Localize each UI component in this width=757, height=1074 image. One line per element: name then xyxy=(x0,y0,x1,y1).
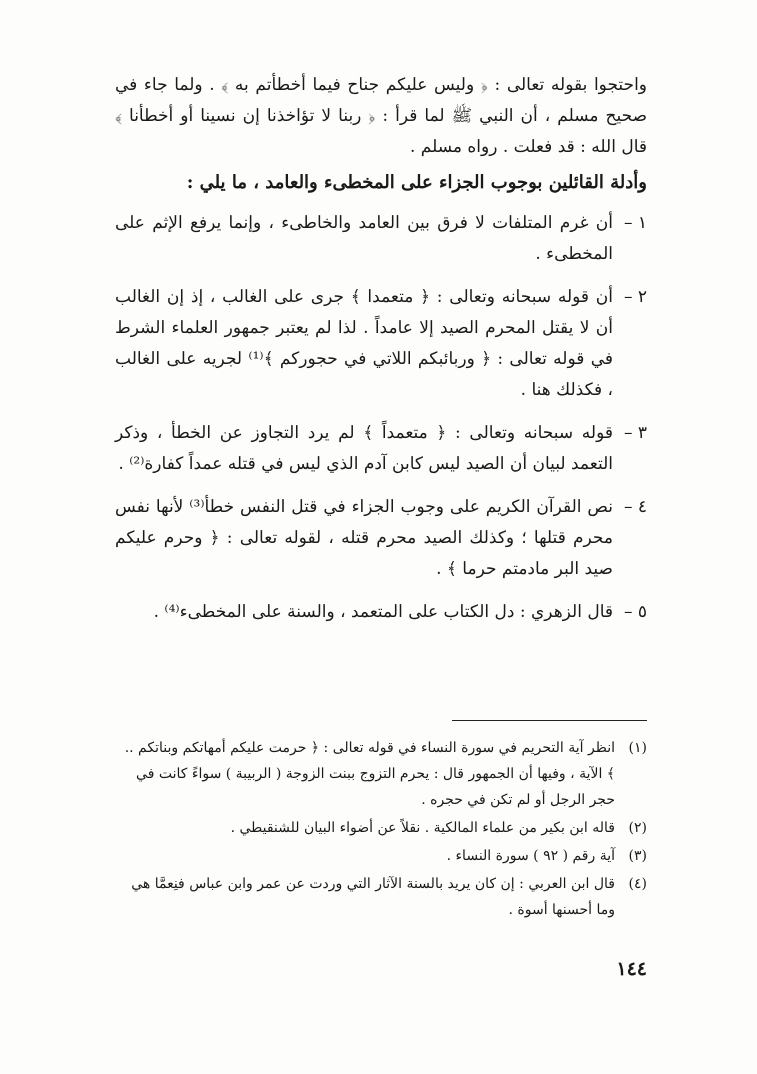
item-number: ٢ – xyxy=(623,287,647,307)
item-number: ٣ – xyxy=(623,423,647,443)
footnote xyxy=(115,843,647,869)
item-number: ٥ – xyxy=(623,602,647,622)
item-text: أن غرم المتلفات لا فرق بين العامد والخاطىء ، وإنما يرفع الإثم على المخطىء . xyxy=(115,213,613,264)
page-number: ١٤٤ xyxy=(616,958,647,980)
footnote-divider xyxy=(452,720,647,721)
item-text: أن قوله سبحانه وتعالى : ﴿ متعمدا ﴾ جرى على الغالب ، إذ إن الغالب أن لا يقتل المحرم الصيد إلا عامداً . لذا لم يعتبر جمهور العلماء الشرط في قوله تعالى : ﴿ وربائبكم اللاتي في حجوركم ﴾⁽¹⁾ لجريه على الغالب ، فكذلك هنا . xyxy=(115,287,613,400)
item-text: قوله سبحانه وتعالى : ﴿ متعمداً ﴾ لم يرد التجاوز عن الخطأ ، وذكر التعمد لبيان أن الصيد ليس كابن آدم الذي ليس في قتله عمداً كفارة⁽²⁾ . xyxy=(115,423,613,474)
footnotes xyxy=(115,735,647,925)
section-heading: وأدلة القائلين بوجوب الجزاء على المخطىء والعامد ، ما يلي : xyxy=(186,172,647,193)
item-number: ١ – xyxy=(623,213,647,233)
footnote-number: (٣) xyxy=(628,848,647,864)
item-text: قال الزهري : دل الكتاب على المتعمد ، والسنة على المخطىء⁽⁴⁾ . xyxy=(153,602,613,622)
list-item xyxy=(115,597,647,628)
intro-paragraph: واحتجوا بقوله تعالى : ﴿ وليس عليكم جناح فيما أخطأتم به ﴾ . ولما جاء في صحيح مسلم ، أن النبي ﷺ لما قرأ : ﴿ ربنا لا تؤاخذنا إن نسينا أو أخطأنا ﴾ قال الله : قد فعلت . رواه مسلم . xyxy=(115,75,647,157)
footnote-number: (٤) xyxy=(628,876,647,892)
footnote-text: قال ابن العربي : إن كان يريد بالسنة الآثار التي وردت عن عمر وابن عباس فنِعمَّا هي وما أحسنها أسوة . xyxy=(131,876,615,918)
footnote xyxy=(115,735,647,813)
footnote xyxy=(115,815,647,841)
footnote-number: (١) xyxy=(628,740,647,756)
footnote xyxy=(115,871,647,923)
footnote-text: قاله ابن بكير من علماء المالكية . نقلاً عن أضواء البيان للشنقيطي . xyxy=(230,820,615,836)
footnote-text: انظر آية التحريم في سورة النساء في قوله تعالى : ﴿ حرمت عليكم أمهاتكم وبناتكم .. ﴾ الآية ، وفيها أن الجمهور قال : يحرم التزوج ببنت الزوجة ( الربيبة ) سواءً كانت في حجر الرجل أو لم تكن في حجره . xyxy=(124,740,615,808)
main-text xyxy=(115,70,647,640)
footnote-number: (٢) xyxy=(628,820,647,836)
footnote-text: آية رقم ( ٩٢ ) سورة النساء . xyxy=(446,848,615,864)
item-number: ٤ – xyxy=(623,497,647,517)
list-item xyxy=(115,418,647,480)
list-item xyxy=(115,492,647,585)
item-text: نص القرآن الكريم على وجوب الجزاء في قتل النفس خطأ⁽³⁾ لأنها نفس محرم قتلها ؛ وكذلك الصيد محرم قتله ، لقوله تعالى : ﴿ وحرم عليكم صيد البر مادمتم حرما ﴾ . xyxy=(115,497,613,579)
list-item xyxy=(115,282,647,406)
list-item xyxy=(115,208,647,270)
